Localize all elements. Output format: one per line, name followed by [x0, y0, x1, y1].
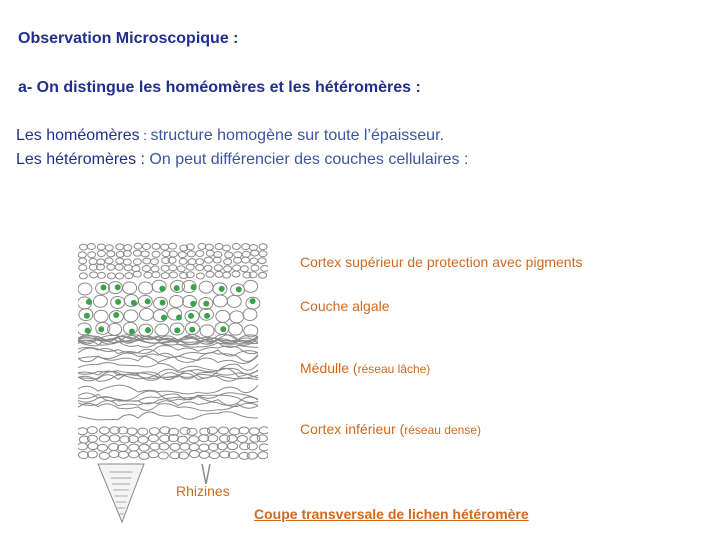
upper-cortex-cell	[107, 264, 115, 270]
upper-cortex-cell	[223, 272, 231, 278]
lower-cortex-cell	[199, 444, 209, 451]
upper-cortex-cell	[107, 251, 115, 257]
lower-cortex-cell	[150, 443, 160, 450]
upper-cortex-cell	[152, 243, 160, 249]
upper-cortex-cell	[178, 252, 186, 258]
upper-cortex-cell	[196, 265, 204, 271]
upper-cortex-cell	[179, 258, 187, 264]
lower-cortex-cell	[158, 452, 168, 459]
lower-cortex-cell	[209, 452, 219, 459]
lower-cortex-cell	[129, 444, 139, 451]
algae-cell	[236, 286, 242, 292]
layer-label-cortex-superieur: Cortex supérieur de protection avec pigments	[300, 254, 583, 270]
upper-cortex-cell	[79, 265, 87, 271]
upper-cortex-cell	[133, 259, 141, 265]
algal-layer-cell	[229, 323, 243, 335]
algal-layer-cell	[78, 283, 92, 295]
lower-cortex-cell	[87, 427, 97, 434]
upper-cortex-cell	[142, 265, 150, 271]
upper-cortex-cell	[206, 250, 214, 256]
algae-cell	[160, 300, 166, 306]
lower-cortex-cell	[149, 428, 159, 435]
algal-layer-cell	[93, 295, 107, 307]
upper-cortex-cell	[170, 272, 178, 278]
upper-cortex-cell	[107, 273, 115, 279]
lower-cortex-cell	[110, 435, 120, 442]
algae-cell	[220, 326, 226, 332]
upper-cortex-cell	[196, 273, 204, 279]
section-heading: a- On distingue les homéomères et les hétéromères :	[18, 79, 421, 96]
medulla-hypha	[78, 412, 258, 420]
algae-cell	[113, 312, 119, 318]
lower-cortex-cell	[189, 436, 199, 443]
definition-heteromeres	[16, 151, 468, 169]
lower-cortex-cell	[247, 452, 257, 459]
lower-cortex-cell	[178, 436, 188, 443]
upper-cortex-cell	[204, 265, 212, 271]
algal-layer-cell	[227, 295, 241, 307]
lower-cortex-cell	[259, 444, 268, 451]
algae-cell	[204, 313, 210, 319]
lower-cortex-cell	[109, 451, 119, 458]
upper-cortex-cell	[79, 244, 87, 250]
lower-cortex-cell	[257, 435, 267, 442]
upper-cortex-cell	[250, 258, 258, 264]
upper-cortex-cell	[259, 251, 267, 257]
algae-cell	[131, 300, 137, 306]
lower-cortex-cell	[109, 444, 119, 451]
lower-cortex-cell	[88, 443, 98, 450]
layer-label-couche-algale: Couche algale	[300, 298, 390, 314]
lower-cortex-cell	[207, 427, 217, 434]
lower-cortex-cell	[118, 444, 128, 451]
lower-cortex-cell	[237, 436, 247, 443]
lower-cortex-cell	[199, 435, 209, 442]
upper-cortex-cell	[89, 258, 97, 264]
upper-cortex-cell	[169, 265, 177, 271]
algal-layer-cell	[200, 325, 214, 337]
upper-cortex-cell	[132, 266, 140, 272]
upper-cortex-cell	[123, 259, 131, 265]
rhizine	[202, 464, 210, 484]
upper-cortex-cell	[97, 244, 105, 250]
upper-cortex-cell	[224, 266, 232, 272]
upper-cortex-cell	[205, 244, 213, 250]
upper-cortex-cell	[116, 244, 124, 250]
upper-cortex-cell	[79, 258, 87, 264]
page-title: Observation Microscopique :	[18, 30, 239, 47]
upper-cortex-cell	[115, 264, 123, 270]
upper-cortex-cell	[97, 272, 105, 278]
lower-cortex-cell	[228, 443, 238, 450]
algae-cell	[161, 315, 167, 321]
upper-cortex-cell	[161, 273, 169, 279]
lower-cortex-cell	[258, 452, 268, 459]
lower-cortex-cell	[180, 443, 190, 450]
lower-cortex-cell	[208, 435, 218, 442]
algae-cell	[115, 299, 121, 305]
algae-cell	[188, 313, 194, 319]
upper-cortex-cell	[105, 258, 113, 264]
upper-cortex-cell	[251, 265, 259, 271]
lower-cortex-cell	[249, 428, 259, 435]
upper-cortex-cell	[233, 265, 241, 271]
lower-cortex-cell	[78, 443, 87, 450]
algae-cell	[115, 284, 121, 290]
upper-cortex-cell	[78, 252, 86, 258]
lower-cortex-cell	[139, 444, 149, 451]
upper-cortex-cell	[187, 251, 195, 257]
definition-text: On peut différencier des couches cellulaires :	[149, 151, 469, 168]
algal-layer-cell	[216, 310, 230, 322]
upper-cortex-cell	[261, 265, 268, 271]
upper-cortex-cell	[88, 252, 96, 258]
upper-cortex-cell	[169, 243, 177, 249]
upper-cortex-cell	[124, 245, 132, 251]
upper-cortex-cell	[224, 259, 232, 265]
upper-cortex-cell	[161, 244, 169, 250]
definition-homeomeres	[16, 127, 444, 145]
upper-cortex-cell	[161, 265, 169, 271]
definition-text: structure homogène sur toute l’épaisseur.	[150, 127, 444, 144]
algae-cell	[100, 285, 106, 291]
algae-cell	[129, 328, 135, 334]
algae-cell	[145, 327, 151, 333]
medulla-hypha	[78, 346, 258, 354]
upper-cortex-cell	[79, 273, 87, 279]
lower-cortex-cell	[189, 444, 199, 451]
rhizine	[98, 464, 144, 522]
lower-cortex-cell	[219, 427, 229, 434]
algae-cell	[190, 301, 196, 307]
lower-cortex-cell	[118, 451, 128, 458]
upper-cortex-cell	[249, 272, 257, 278]
lower-cortex-cell	[230, 428, 240, 435]
algae-cell	[189, 327, 195, 333]
lower-cortex-cell	[99, 452, 109, 459]
algae-cell	[203, 301, 209, 307]
definition-separator: :	[139, 128, 151, 143]
lower-cortex-cell	[187, 428, 197, 435]
lower-cortex-cell	[247, 443, 257, 450]
algal-layer-cell	[123, 282, 137, 294]
algae-cell	[86, 299, 92, 305]
upper-cortex-cell	[144, 272, 152, 278]
upper-cortex-cell	[87, 243, 95, 249]
upper-cortex-cell	[215, 244, 223, 250]
algae-cell	[145, 298, 151, 304]
algae-cell	[219, 286, 225, 292]
upper-cortex-cell	[116, 273, 124, 279]
lower-cortex-cell	[98, 444, 108, 451]
algal-layer-cell	[169, 296, 183, 308]
upper-cortex-cell	[152, 251, 160, 257]
algal-layer-cell	[230, 311, 244, 323]
algal-layer-cell	[243, 308, 257, 320]
algae-cell	[174, 285, 180, 291]
upper-cortex-cell	[242, 251, 250, 257]
upper-cortex-cell	[196, 259, 204, 265]
lower-cortex-cell	[227, 435, 237, 442]
upper-cortex-cell	[232, 271, 240, 277]
upper-cortex-cell	[223, 245, 231, 251]
upper-cortex-cell	[150, 259, 158, 265]
upper-cortex-cell	[242, 244, 250, 250]
lower-cortex-cell	[189, 451, 199, 458]
upper-cortex-cell	[124, 265, 132, 271]
algae-cell	[98, 326, 104, 332]
medulla-hypha	[78, 403, 258, 411]
lower-cortex-cell	[99, 427, 109, 434]
upper-cortex-cell	[177, 266, 185, 272]
algal-layer-cell	[124, 310, 138, 322]
algal-layer-cell	[124, 295, 138, 307]
medulla-hypha	[78, 348, 258, 357]
upper-cortex-cell	[97, 250, 105, 256]
algae-cell	[250, 298, 256, 304]
upper-cortex-cell	[151, 266, 159, 272]
algal-layer-cell	[139, 282, 153, 294]
upper-cortex-cell	[142, 243, 150, 249]
upper-cortex-cell	[205, 257, 213, 263]
definition-term: Les homéomères	[16, 127, 140, 144]
algae-cell	[174, 327, 180, 333]
lichen-cross-section-illustration	[78, 240, 268, 528]
upper-cortex-cell	[259, 244, 267, 250]
algal-layer-cell	[155, 324, 169, 336]
algae-cell	[159, 286, 165, 292]
lower-cortex-cell	[99, 435, 109, 442]
lower-cortex-cell	[138, 428, 148, 435]
upper-cortex-cell	[258, 258, 266, 264]
figure-caption: Coupe transversale de lichen hétéromère	[254, 506, 529, 522]
upper-cortex-cell	[162, 251, 170, 257]
upper-cortex-cell	[133, 271, 141, 277]
lower-cortex-cell	[78, 428, 87, 435]
algae-cell	[85, 328, 91, 334]
layer-label-medulle: Médulle (réseau lâche)	[300, 360, 431, 376]
upper-cortex-cell	[90, 272, 98, 278]
algal-layer-cell	[244, 280, 258, 292]
lower-cortex-cell	[239, 427, 249, 434]
upper-cortex-cell	[196, 250, 204, 256]
upper-cortex-cell	[125, 273, 133, 279]
upper-cortex-cell	[133, 250, 141, 256]
algal-layer-cell	[94, 310, 108, 322]
upper-cortex-cell	[214, 265, 222, 271]
upper-cortex-cell	[198, 243, 206, 249]
upper-cortex-cell	[232, 243, 240, 249]
upper-cortex-cell	[116, 258, 124, 264]
lower-cortex-cell	[138, 436, 148, 443]
lower-cortex-cell	[259, 427, 268, 434]
upper-cortex-cell	[141, 251, 149, 257]
upper-cortex-cell	[143, 258, 151, 264]
algal-layer-cell	[139, 308, 153, 320]
upper-cortex-cell	[206, 271, 214, 277]
algae-cell	[176, 315, 182, 321]
upper-cortex-cell	[225, 252, 233, 258]
algae-cell	[84, 313, 90, 319]
upper-cortex-cell	[134, 243, 142, 249]
lower-cortex-cell	[139, 452, 149, 459]
algal-layer-cell	[199, 281, 213, 293]
upper-cortex-cell	[169, 251, 177, 257]
upper-cortex-cell	[240, 266, 248, 272]
lower-cortex-cell	[180, 427, 190, 434]
lower-cortex-cell	[148, 451, 158, 458]
lower-cortex-cell	[170, 443, 180, 450]
algae-cell	[191, 284, 197, 290]
upper-cortex-cell	[105, 245, 113, 251]
lower-cortex-cell	[129, 451, 139, 458]
upper-cortex-cell	[259, 272, 267, 278]
definition-separator: :	[136, 151, 150, 168]
upper-cortex-cell	[241, 257, 249, 263]
lower-cortex-cell	[199, 451, 209, 458]
algal-layer-cell	[213, 295, 227, 307]
rhizines-label: Rhizines	[176, 483, 230, 499]
layer-label-cortex-inferieur: Cortex inférieur (réseau dense)	[300, 421, 481, 437]
lower-cortex-cell	[127, 428, 137, 435]
upper-cortex-cell	[215, 271, 223, 277]
lower-cortex-cell	[159, 443, 169, 450]
lower-cortex-cell	[149, 435, 159, 442]
definition-term: Les hétéromères	[16, 151, 137, 168]
upper-cortex-cell	[152, 272, 160, 278]
